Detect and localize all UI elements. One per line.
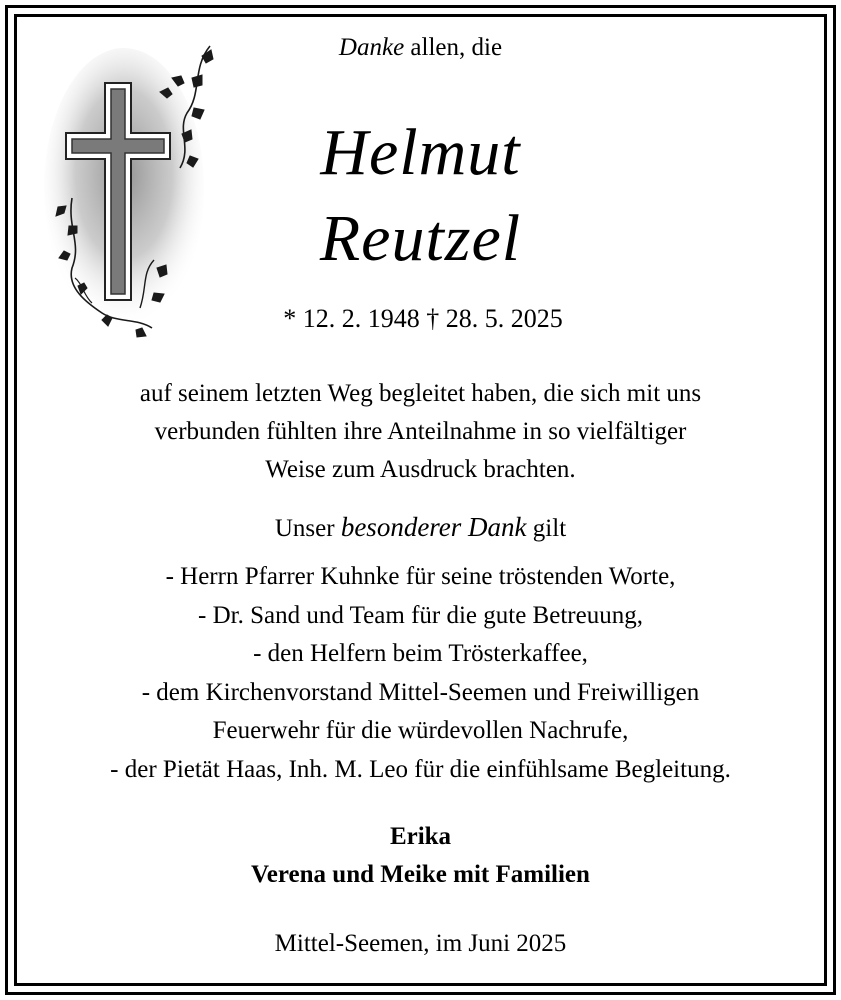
- body-line: verbunden fühlten ihre Anteilnahme in so vielfältiger: [154, 418, 687, 445]
- life-dates: * 12. 2. 1948 † 28. 5. 2025: [283, 304, 563, 333]
- thanks-item: - dem Kirchenvorstand Mittel-Seemen und Freiwilligen: [141, 678, 700, 706]
- thanks-item: - Herrn Pfarrer Kuhnke für seine tröstenden Worte,: [165, 563, 676, 590]
- special-thanks-suffix: gilt: [526, 515, 567, 542]
- deceased-first-name: Helmut: [320, 116, 521, 189]
- place-date-closing: Mittel-Seemen, im Juni 2025: [274, 930, 567, 957]
- deceased-last-name: Reutzel: [319, 202, 522, 275]
- thanks-item: - den Helfern beim Trösterkaffee,: [253, 640, 588, 667]
- thanks-item: - der Pietät Haas, Inh. M. Leo für die einfühlsame Begleitung.: [110, 755, 731, 783]
- intro-italic: Danke: [338, 34, 405, 61]
- signatures: [0, 818, 841, 894]
- special-thanks-prefix: Unser: [274, 515, 341, 542]
- body-line: auf seinem letzten Weg begleitet haben, die sich mit uns: [139, 380, 702, 407]
- thanks-item: - Dr. Sand und Team für die gute Betreuung,: [198, 601, 643, 629]
- special-thanks-heading: [0, 508, 841, 548]
- special-thanks-italic: besonderer Dank: [340, 512, 527, 542]
- body-paragraph: [0, 375, 841, 489]
- thanks-list: [0, 558, 841, 789]
- intro-line: [0, 30, 841, 66]
- signature-line: Verena und Meike mit Familien: [251, 861, 590, 888]
- signature-line: Erika: [389, 823, 452, 850]
- intro-rest: allen, die: [404, 34, 503, 61]
- thanks-item: Feuerwehr für die würdevollen Nachrufe,: [212, 717, 629, 744]
- body-line: Weise zum Ausdruck brachten.: [265, 456, 576, 483]
